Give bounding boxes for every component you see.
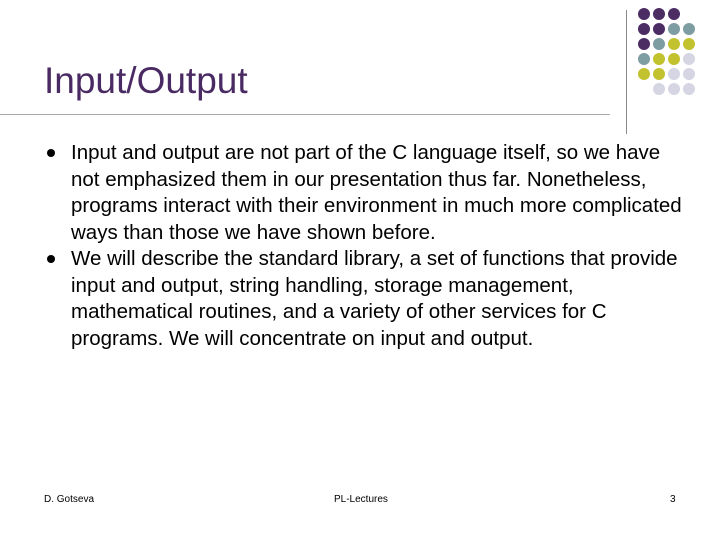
decoration-dot (653, 68, 665, 80)
bullet-item (44, 246, 684, 352)
decoration-dot (668, 8, 680, 20)
decoration-divider (626, 10, 627, 134)
dot-grid-decoration-icon (638, 8, 718, 108)
bullet-text: Input and output are not part of the C language itself, so we have not emphasized them in our presentation thus far. Nonetheless, programs interact with their environment in much more complicated ways than those we have shown before. (71, 141, 682, 244)
decoration-dot (638, 38, 650, 50)
decoration-dot (638, 23, 650, 35)
decoration-dot (653, 8, 665, 20)
decoration-dot (683, 53, 695, 65)
decoration-dot (683, 23, 695, 35)
bullet-icon (47, 149, 55, 157)
decoration-dot (668, 68, 680, 80)
bullet-text: We will describe the standard library, a set of functions that provide input and output, string handling, storage management, mathematical routines, and a variety of other services for C programs. We will concentrate on input and output. (71, 247, 678, 350)
decoration-dot (683, 38, 695, 50)
decoration-dot (668, 23, 680, 35)
decoration-dot (653, 23, 665, 35)
title-divider (0, 114, 610, 115)
decoration-dot (638, 8, 650, 20)
slide-title: Input/Output (44, 60, 248, 101)
bullet-icon (47, 255, 55, 263)
bullet-list (44, 140, 684, 352)
decoration-dot (638, 68, 650, 80)
decoration-dot (653, 53, 665, 65)
decoration-dot (668, 38, 680, 50)
decoration-dot (668, 83, 680, 95)
footer-author: D. Gotseva (44, 494, 95, 505)
bullet-item (44, 140, 684, 246)
decoration-dot (668, 53, 680, 65)
decoration-dot (653, 83, 665, 95)
decoration-dot (683, 68, 695, 80)
footer-course: PL-Lectures (334, 494, 388, 505)
decoration-dot (638, 53, 650, 65)
footer-page-number: 3 (670, 494, 676, 505)
decoration-dot (653, 38, 665, 50)
decoration-dot (683, 83, 695, 95)
